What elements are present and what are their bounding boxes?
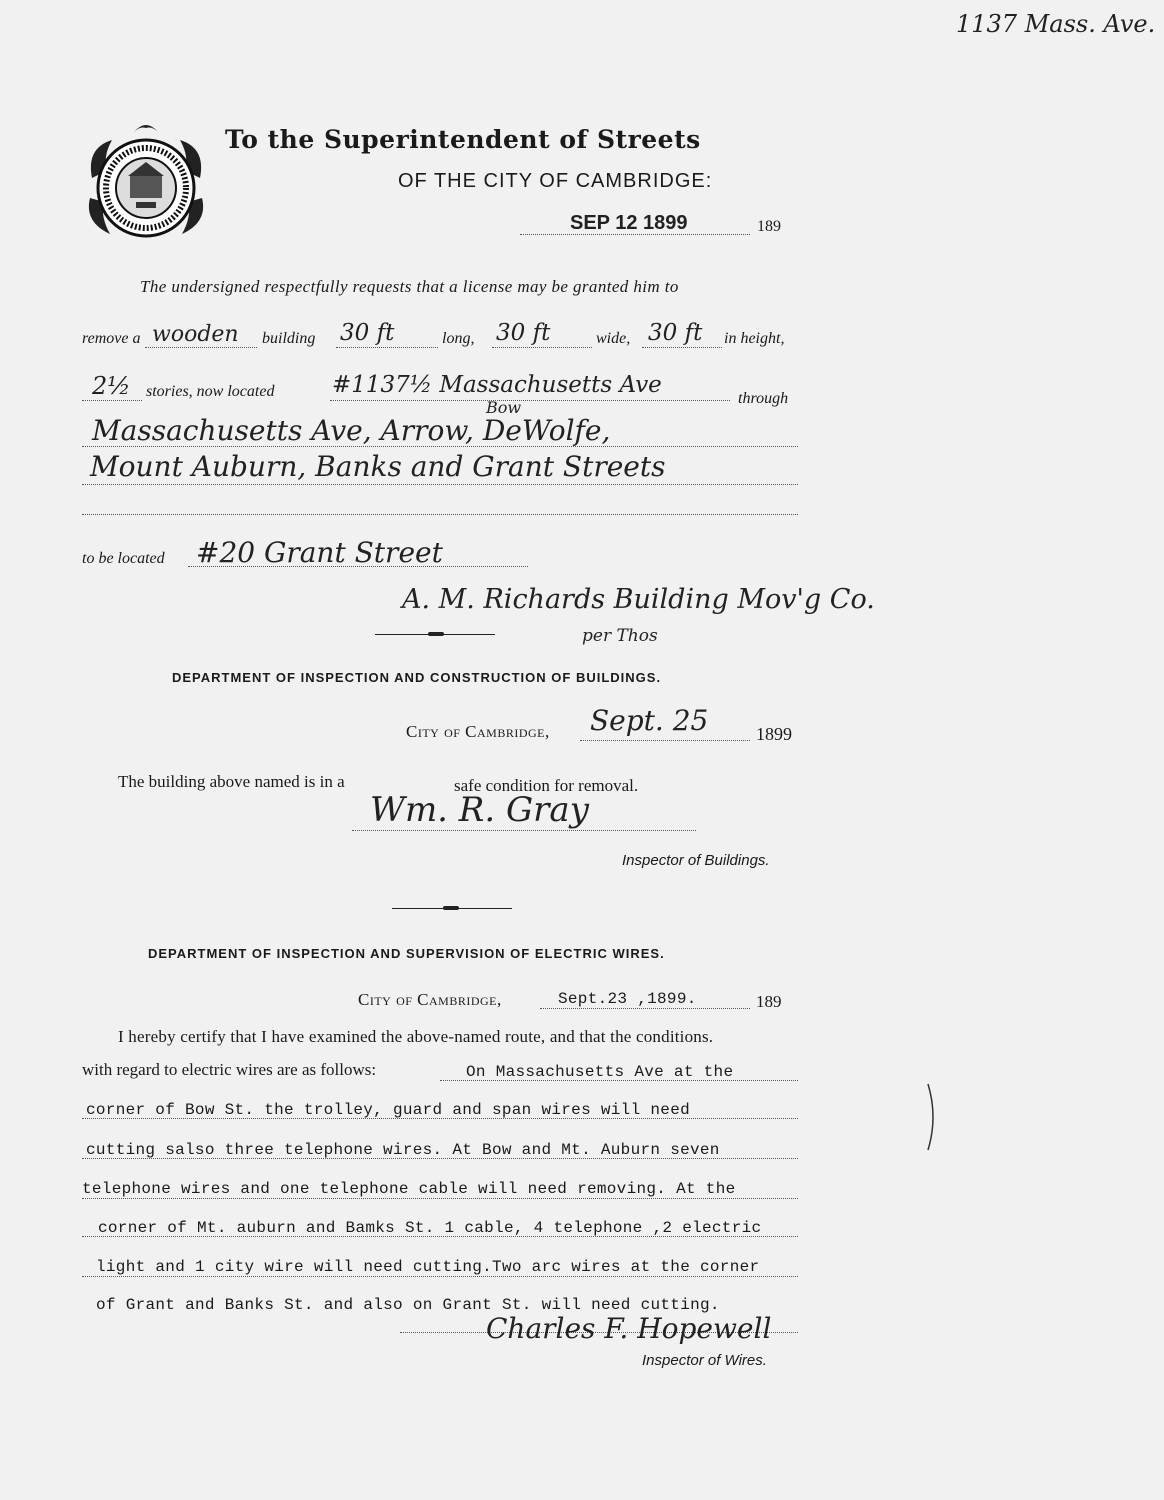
wires-typed-line: light and 1 city wire will need cutting.Two arc wires at the corner (96, 1258, 760, 1276)
date-stamp: SEP 12 1899 (570, 212, 688, 234)
through-label: through (738, 390, 789, 407)
buildings-date: Sept. 25 (590, 704, 709, 737)
wires-typed-line: corner of Bow St. the trolley, guard and span wires will need (86, 1101, 690, 1119)
building-height: 30 ft (648, 320, 703, 346)
city-seal-icon (82, 118, 210, 246)
building-length: 30 ft (340, 320, 395, 346)
wires-typed-line: of Grant and Banks St. and also on Grant St. will need cutting. (96, 1296, 720, 1314)
applicant-signature: A. M. Richards Building Mov'g Co. (402, 584, 875, 615)
wide-label: wide, (596, 330, 631, 347)
wires-year-suffix: 189 (756, 992, 782, 1011)
route-insert: Bow (486, 398, 522, 417)
long-label: long, (442, 330, 475, 347)
wires-typed-line: corner of Mt. auburn and Bamks St. 1 cable, 4 telephone ,2 electric (98, 1219, 762, 1237)
margin-mark (926, 1082, 938, 1152)
buildings-signer-title: Inspector of Buildings. (622, 852, 770, 869)
wires-signature: Charles F. Hopewell (486, 1312, 772, 1345)
wires-date: Sept.23 ,1899. (558, 990, 697, 1008)
buildings-dept-heading: DEPARTMENT OF INSPECTION AND CONSTRUCTION OF BUILDINGS. (172, 670, 662, 685)
buildings-statement-pre: The building above named is in a (118, 772, 345, 791)
request-intro: The undersigned respectfully requests that a license may be granted him to (140, 277, 679, 296)
building-type: wooden (152, 322, 239, 347)
header-title: To the Superintendent of Streets (225, 125, 701, 154)
building-label: building (262, 330, 316, 347)
buildings-city-label: City of Cambridge, (406, 722, 550, 741)
buildings-signature: Wm. R. Gray (370, 790, 589, 830)
wires-cert-line-1: I hereby certify that I have examined the above-named route, and that the conditions. (118, 1027, 714, 1046)
stories-label: stories, now located (146, 383, 275, 400)
wires-typed-line: On Massachusetts Ave at the (466, 1063, 734, 1081)
to-be-located-label: to be located (82, 550, 165, 567)
wires-typed-line: telephone wires and one telephone cable will need removing. At the (82, 1180, 736, 1198)
route-line-1: Massachusetts Ave, Arrow, DeWolfe, (92, 414, 611, 447)
buildings-year: 1899 (756, 724, 792, 744)
buildings-statement-post: safe condition for removal. (454, 776, 639, 795)
current-location: #1137½ Massachusetts Ave (332, 372, 662, 398)
remove-label: remove a (82, 330, 141, 347)
building-width: 30 ft (496, 320, 551, 346)
wires-dept-heading: DEPARTMENT OF INSPECTION AND SUPERVISION OF ELECTRIC WIRES. (148, 946, 665, 961)
applicant-signature-by: per Thos (582, 626, 658, 646)
wires-city-label: City of Cambridge, (358, 990, 502, 1009)
wires-typed-line: cutting salso three telephone wires. At Bow and Mt. Auburn seven (86, 1141, 720, 1159)
wires-signer-title: Inspector of Wires. (642, 1352, 767, 1369)
date-year-suffix: 189 (757, 218, 781, 235)
new-location: #20 Grant Street (196, 536, 443, 569)
route-line-2: Mount Auburn, Banks and Grant Streets (90, 450, 666, 483)
stories-value: 2½ (92, 372, 131, 400)
wires-cert-line-2: with regard to electric wires are as follows: (82, 1060, 377, 1079)
corner-note: 1137 Mass. Ave. (956, 10, 1156, 38)
height-label: in height, (724, 330, 785, 347)
header-subtitle: OF THE CITY OF CAMBRIDGE: (398, 170, 713, 192)
